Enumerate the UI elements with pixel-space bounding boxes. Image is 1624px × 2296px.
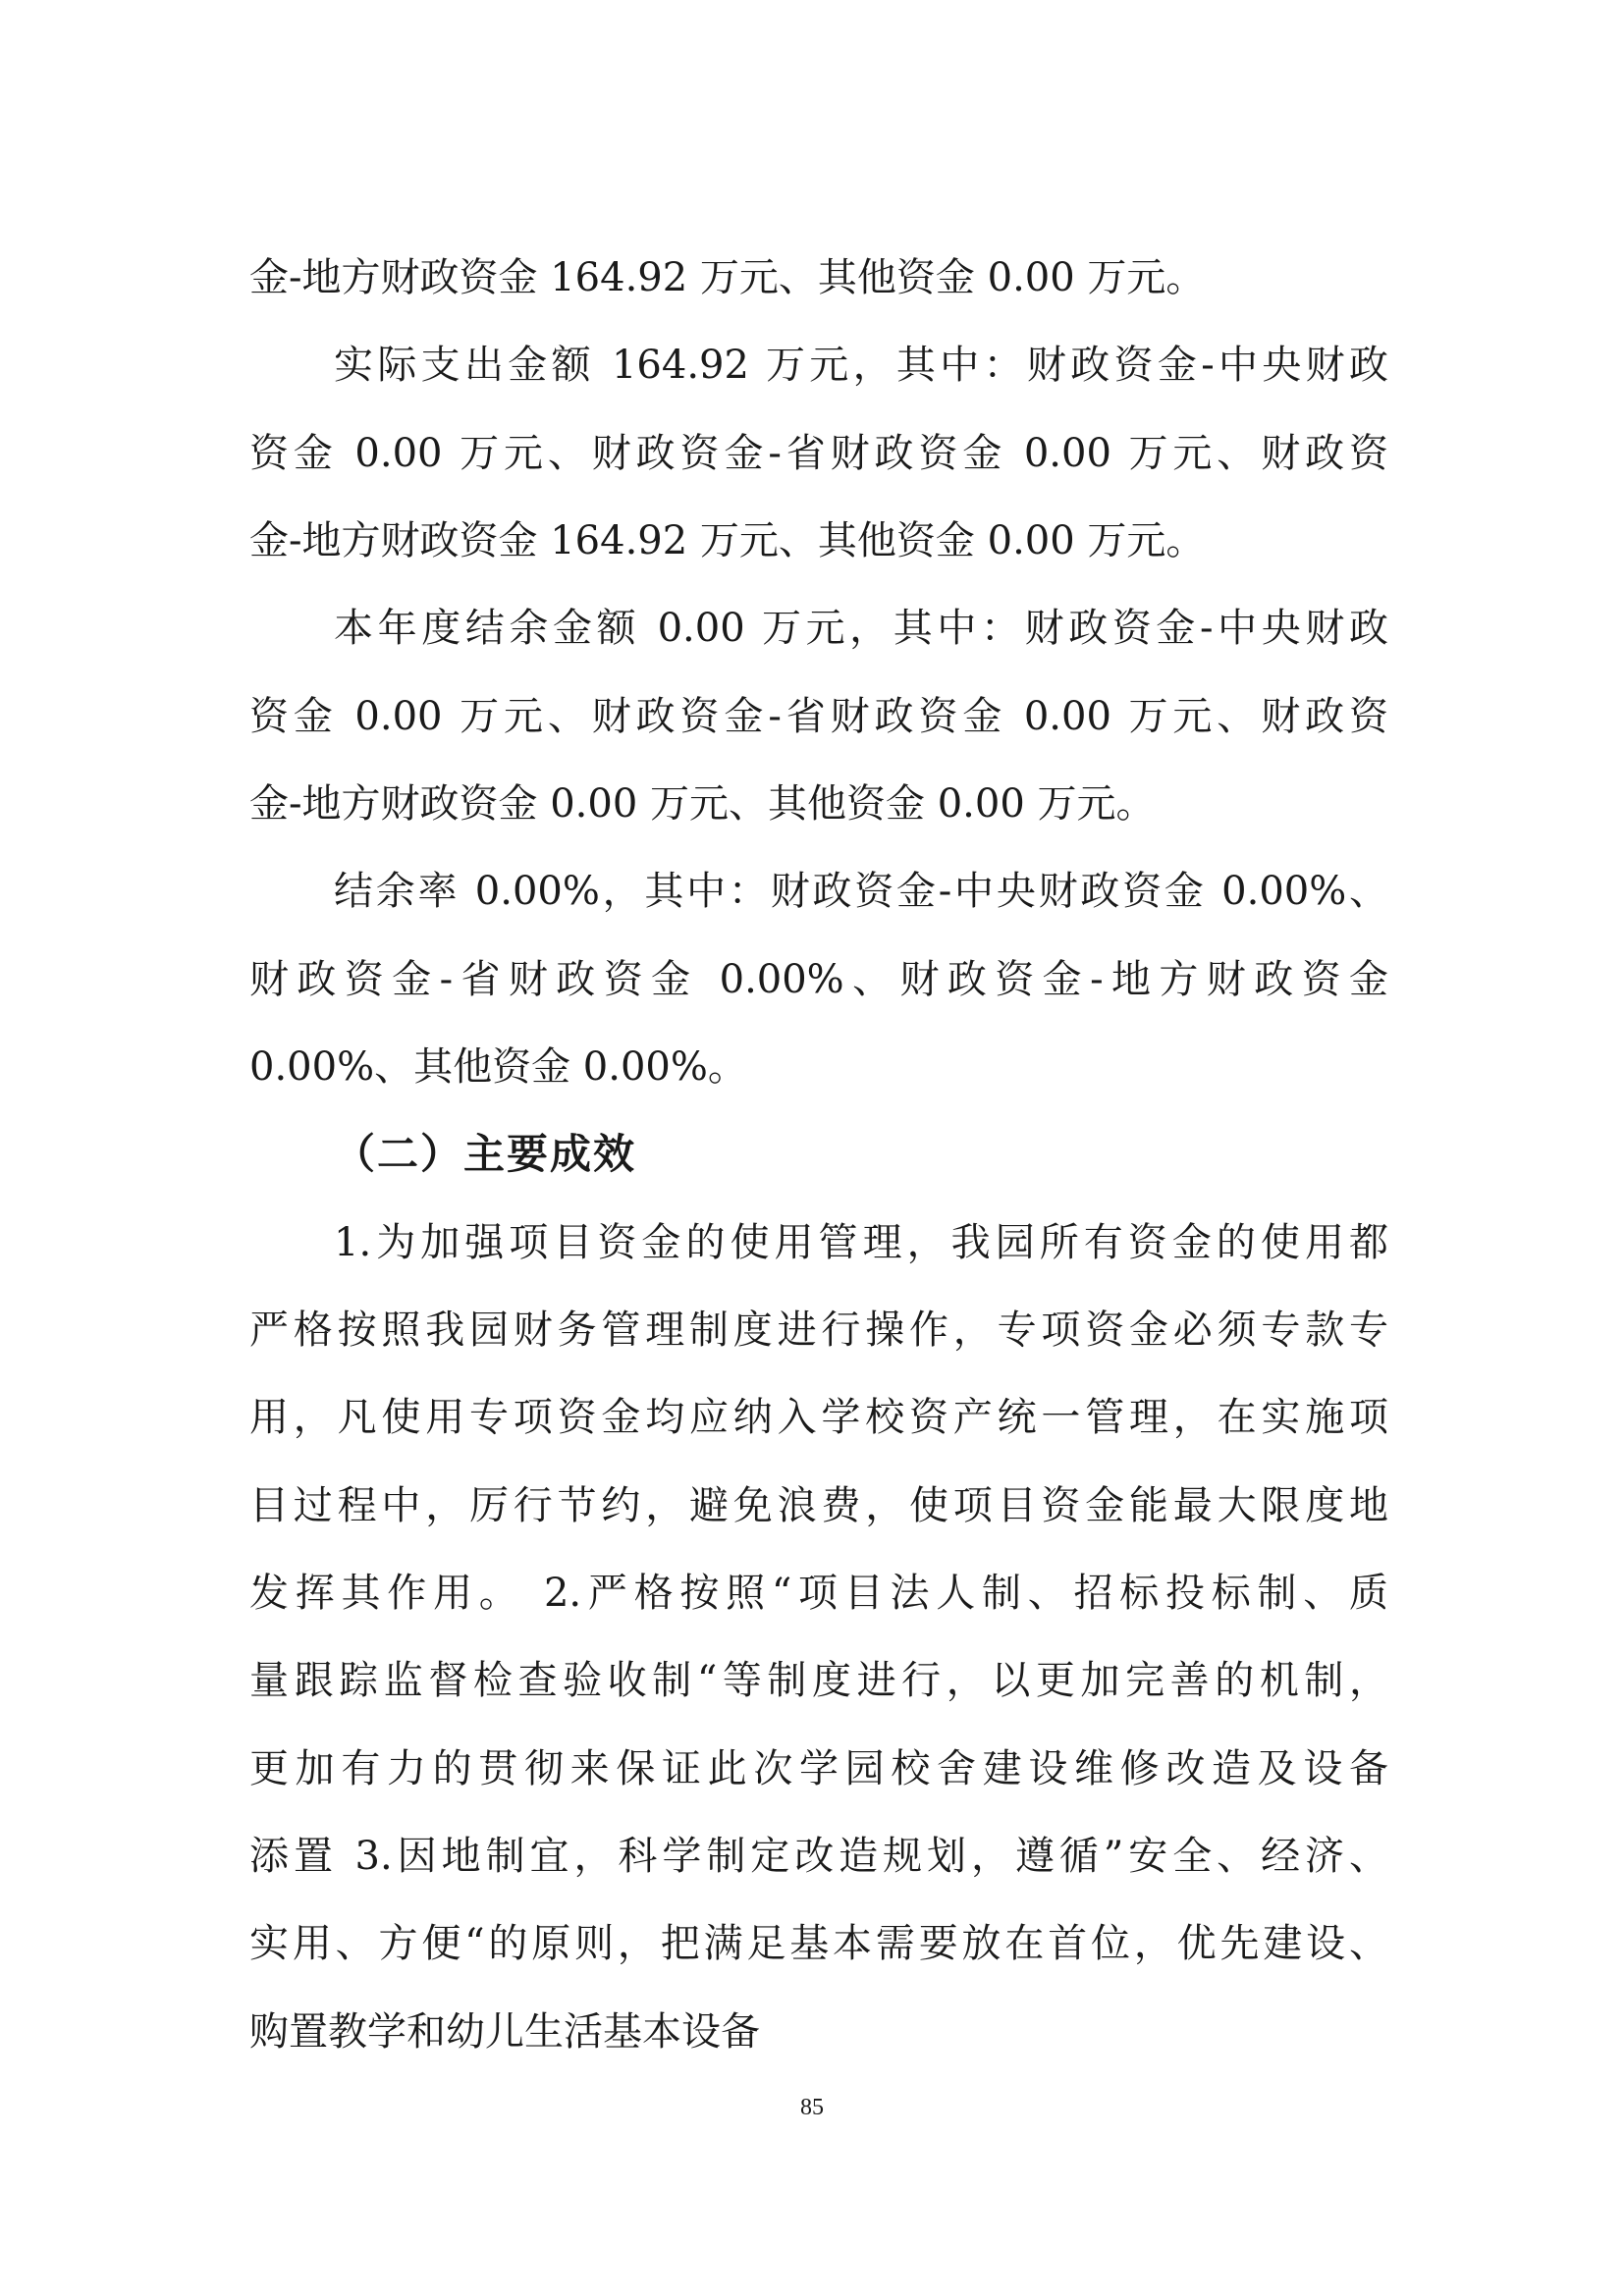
paragraph-line: 财政资金-省财政资金 0.00%、财政资金-地方财政资金 [249, 957, 1388, 1002]
paragraph-line: 金-地方财政资金 0.00 万元、其他资金 0.00 万元。 [249, 781, 1156, 827]
paragraph-line: 0.00%、其他资金 0.00%。 [249, 1044, 747, 1090]
paragraph-line: 实际支出金额 164.92 万元，其中：财政资金-中央财政 [334, 343, 1388, 388]
paragraph-line: 严格按照我园财务管理制度进行操作，专项资金必须专款专 [249, 1308, 1388, 1353]
paragraph-line: 发挥其作用。 2.严格按照“项目法人制、招标投标制、质 [249, 1571, 1388, 1616]
paragraph-line: 目过程中，厉行节约，避免浪费，使项目资金能最大限度地 [249, 1483, 1388, 1528]
paragraph-line: 实用、方便“的原则，把满足基本需要放在首位，优先建设、 [249, 1921, 1388, 1966]
paragraph-line: 资金 0.00 万元、财政资金-省财政资金 0.00 万元、财政资 [249, 694, 1388, 739]
page-number: 85 [800, 2095, 824, 2120]
paragraph-line: 资金 0.00 万元、财政资金-省财政资金 0.00 万元、财政资 [249, 431, 1388, 476]
paragraph-line: 购置教学和幼儿生活基本设备 [249, 2009, 760, 2055]
paragraph-line: 添置 3.因地制宜，科学制定改造规划，遵循”安全、经济、 [249, 1834, 1388, 1879]
paragraph-line: 结余率 0.00%，其中：财政资金-中央财政资金 0.00%、 [334, 869, 1388, 914]
paragraph-line: 用，凡使用专项资金均应纳入学校资产统一管理，在实施项 [249, 1395, 1388, 1440]
paragraph-line: 金-地方财政资金 164.92 万元、其他资金 0.00 万元。 [249, 518, 1206, 563]
paragraph-line: 量跟踪监督检查验收制“等制度进行，以更加完善的机制， [249, 1658, 1388, 1703]
paragraph-line: 更加有力的贯彻来保证此次学园校舍建设维修改造及设备 [249, 1746, 1388, 1791]
paragraph-line: 1.为加强项目资金的使用管理，我园所有资金的使用都 [334, 1220, 1388, 1265]
section-heading: （二）主要成效 [334, 1130, 637, 1178]
paragraph-line: 本年度结余金额 0.00 万元，其中：财政资金-中央财政 [334, 606, 1388, 651]
paragraph-line: 金-地方财政资金 164.92 万元、其他资金 0.00 万元。 [249, 255, 1206, 300]
